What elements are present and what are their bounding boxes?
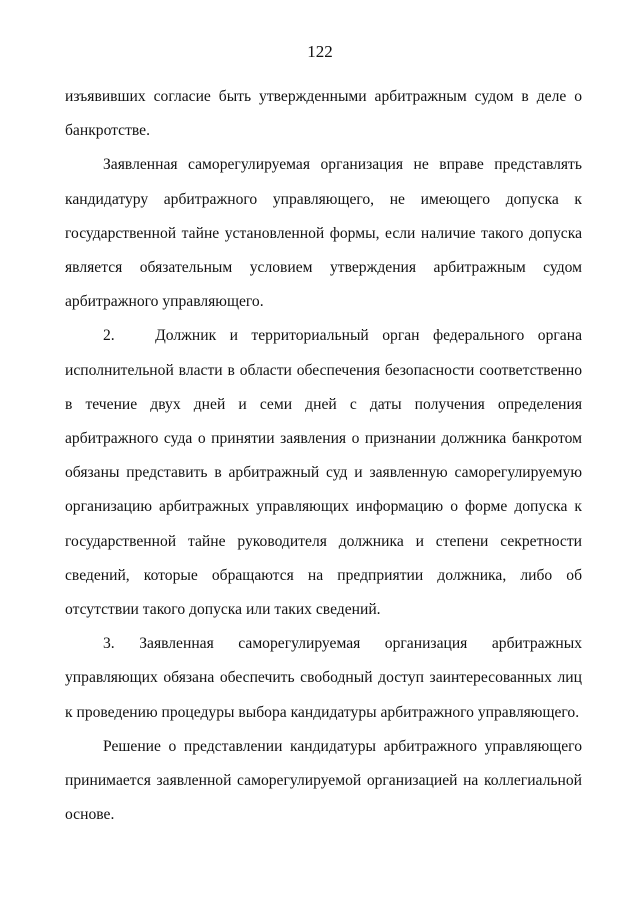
paragraph-continuation: изъявивших согласие быть утвержденными арбитражным судом в деле о банкротстве. xyxy=(65,88,582,140)
paragraph-item-3-free-access: 3. Заявленная саморегулируемая организация арбитражных управляющих обязана обеспечить свободный доступ заинтересованных лиц к проведению процедуры выбора кандидатуры арбитражного управляющего. xyxy=(65,635,582,721)
page-number: 122 xyxy=(307,42,333,61)
paragraph-item-2-debtor-duties: 2. Должник и территориальный орган федерального органа исполнительной власти в области обеспечения безопасности соответственно в течение двух дней и семи дней с даты получения определения арбитражного суда о принятии заявления о признании должника банкротом обязаны представить в арбитражный суд и заявленную саморегулируемую организацию арбитражных управляющих информацию о форме допуска к государственной тайне руководителя должника и степени секретности сведений, которые обращаются на предприятии должника, либо об отсутствии такого допуска или таких сведений. xyxy=(65,327,582,619)
page-body xyxy=(65,80,582,832)
paragraph-candidate-restriction: Заявленная саморегулируемая организация не вправе представлять кандидатуру арбитражного управляющего, не имеющего допуска к государственной тайне установленной формы, если наличие такого допуска является обязательным условием утверждения арбитражным судом арбитражного управляющего. xyxy=(65,156,582,311)
paragraph-collegial-decision: Решение о представлении кандидатуры арбитражного управляющего принимается заявленной саморегулируемой организацией на коллегиальной основе. xyxy=(65,737,582,824)
